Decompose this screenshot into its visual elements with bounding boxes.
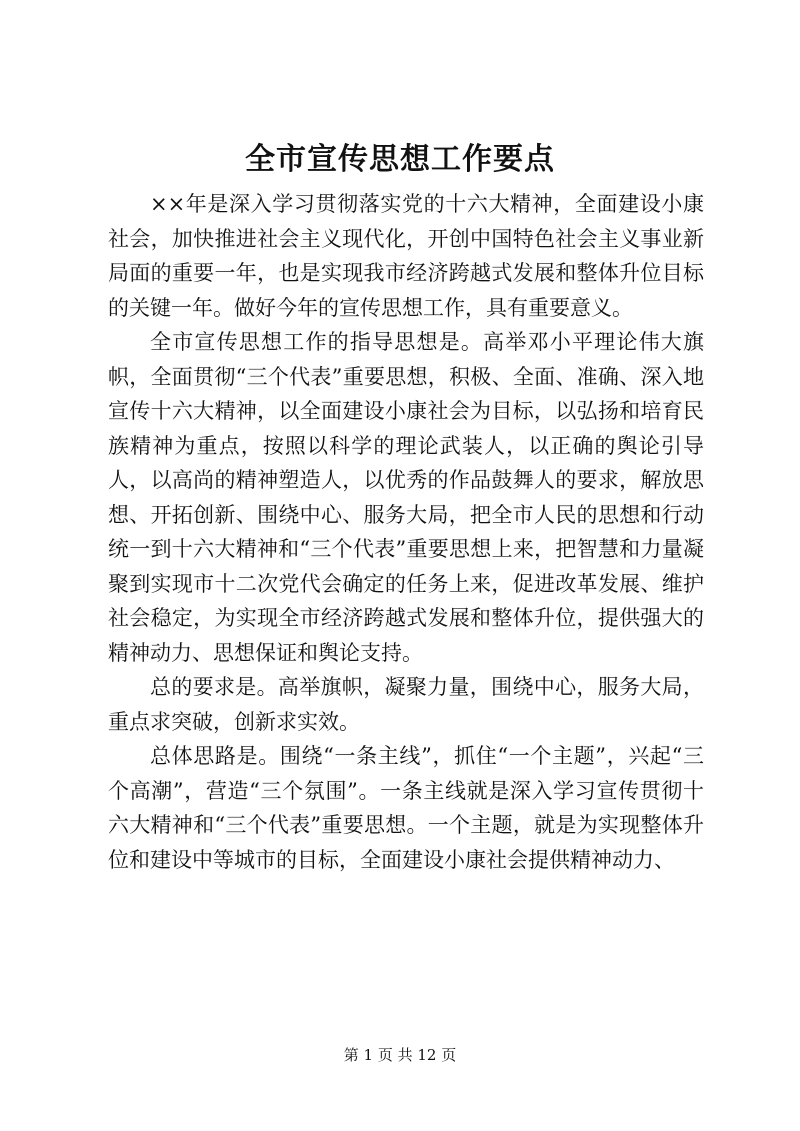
document-title: 全市宣传思想工作要点 bbox=[245, 142, 555, 177]
page-number-footer: 第 1 页 共 12 页 bbox=[343, 1046, 457, 1064]
paragraph-intro: ××年是深入学习贯彻落实党的十六大精神，全面建设小康社会，加快推进社会主义现代化，开创中国特色社会主义事业新局面的重要一年，也是实现我市经济跨越式发展和整体升位目标的关键一年。做好今年的宣传思想工作，具有重要意义。 bbox=[108, 192, 704, 320]
paragraph-guiding-ideology: 全市宣传思想工作的指导思想是。高举邓小平理论伟大旗帜，全面贯彻“三个代表”重要思想，积极、全面、准确、深入地宣传十六大精神，以全面建设小康社会为目标，以弘扬和培育民族精神为重点，按照以科学的理论武装人，以正确的舆论引导人，以高尚的精神塑造人，以优秀的作品鼓舞人的要求，解放思想、开拓创新、围绕中心、服务大局，把全市人民的思想和行动统一到十六大精神和“三个代表”重要思想上来，把智慧和力量凝聚到实现市十二次党代会确定的任务上来，促进改革发展、维护社会稳定，为实现全市经济跨越式发展和整体升位，提供强大的精神动力、思想保证和舆论支持。 bbox=[108, 330, 704, 665]
paragraph-overall-approach: 总体思路是。围绕“一条主线”，抓住“一个主题”，兴起“三个高潮”，营造“三个氛围”。一条主线就是深入学习宣传贯彻十六大精神和“三个代表”重要思想。一个主题，就是为实现整体升位和建设中等城市的目标，全面建设小康社会提供精神动力、 bbox=[108, 744, 704, 872]
paragraph-general-requirements: 总的要求是。高举旗帜，凝聚力量，围绕中心，服务大局，重点求突破，创新求实效。 bbox=[108, 675, 704, 734]
document-body bbox=[108, 187, 704, 877]
